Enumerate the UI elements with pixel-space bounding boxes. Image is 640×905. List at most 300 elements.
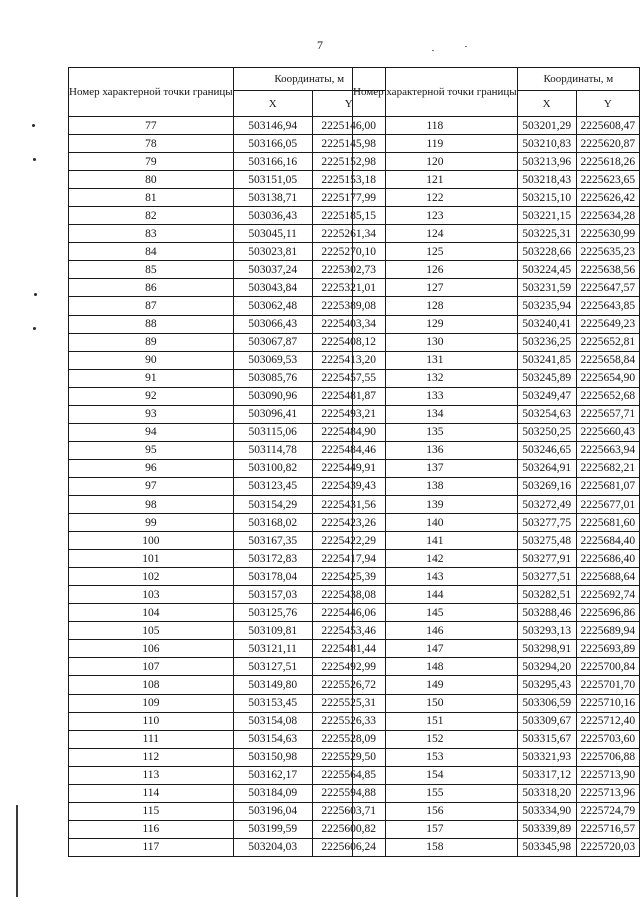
table-row (353, 550, 640, 568)
table-row (69, 820, 386, 838)
y-coordinate-cell: 2225638,56 (576, 261, 639, 279)
x-coordinate-cell: 503345,98 (517, 838, 576, 856)
point-number-cell: 119 (353, 135, 518, 153)
point-number-cell: 89 (69, 333, 234, 351)
x-coordinate-cell: 503154,08 (233, 712, 312, 730)
x-coordinate-cell: 503149,80 (233, 676, 312, 694)
point-number-cell: 121 (353, 171, 518, 189)
table-row (353, 297, 640, 315)
point-number-cell: 130 (353, 333, 518, 351)
table-row (69, 495, 386, 513)
table-row (69, 171, 386, 189)
table-row (353, 423, 640, 441)
coordinates-header: Координаты, м (233, 68, 385, 91)
y-coordinate-cell: 2225526,72 (312, 676, 385, 694)
x-coordinate-cell: 503125,76 (233, 604, 312, 622)
y-coordinate-cell: 2225413,20 (312, 351, 385, 369)
point-number-cell: 114 (69, 784, 234, 802)
point-number-cell: 154 (353, 766, 518, 784)
y-coordinate-cell: 2225658,84 (576, 351, 639, 369)
x-coordinate-cell: 503269,16 (517, 477, 576, 495)
table-row (353, 766, 640, 784)
y-coordinate-cell: 2225594,88 (312, 784, 385, 802)
table-row (69, 604, 386, 622)
table-row (353, 243, 640, 261)
table-row (69, 261, 386, 279)
y-coordinate-cell: 2225677,01 (576, 495, 639, 513)
x-coordinate-cell: 503272,49 (517, 495, 576, 513)
y-coordinate-cell: 2225446,06 (312, 604, 385, 622)
x-coordinate-cell: 503062,48 (233, 297, 312, 315)
y-header: Y (312, 91, 385, 117)
y-coordinate-cell: 2225630,99 (576, 225, 639, 243)
y-coordinate-cell: 2225692,74 (576, 586, 639, 604)
point-number-cell: 90 (69, 351, 234, 369)
table-row (353, 225, 640, 243)
y-coordinate-cell: 2225564,85 (312, 766, 385, 784)
x-coordinate-cell: 503172,83 (233, 550, 312, 568)
x-coordinate-cell: 503277,75 (517, 514, 576, 532)
x-coordinate-cell: 503199,59 (233, 820, 312, 838)
point-number-cell: 142 (353, 550, 518, 568)
table-row (69, 676, 386, 694)
x-coordinate-cell: 503249,47 (517, 387, 576, 405)
y-coordinate-cell: 2225649,23 (576, 315, 639, 333)
table-row (69, 622, 386, 640)
point-number-cell: 145 (353, 604, 518, 622)
x-header: X (517, 91, 576, 117)
table-row (69, 802, 386, 820)
point-number-cell: 102 (69, 568, 234, 586)
table-row (69, 658, 386, 676)
x-coordinate-cell: 503321,93 (517, 748, 576, 766)
y-coordinate-cell: 2225423,26 (312, 514, 385, 532)
y-coordinate-cell: 2225710,16 (576, 694, 639, 712)
y-coordinate-cell: 2225660,43 (576, 423, 639, 441)
table-row (353, 586, 640, 604)
x-coordinate-cell: 503282,51 (517, 586, 576, 604)
y-coordinate-cell: 2225438,08 (312, 586, 385, 604)
y-coordinate-cell: 2225620,87 (576, 135, 639, 153)
y-coordinate-cell: 2225623,65 (576, 171, 639, 189)
y-coordinate-cell: 2225712,40 (576, 712, 639, 730)
point-number-cell: 95 (69, 441, 234, 459)
point-number-cell: 78 (69, 135, 234, 153)
table-row (353, 387, 640, 405)
point-number-cell: 100 (69, 532, 234, 550)
table-row (69, 640, 386, 658)
table-row (353, 730, 640, 748)
y-coordinate-cell: 2225153,18 (312, 171, 385, 189)
table-row (353, 604, 640, 622)
y-coordinate-cell: 2225422,29 (312, 532, 385, 550)
table-row (69, 712, 386, 730)
y-coordinate-cell: 2225696,86 (576, 604, 639, 622)
x-coordinate-cell: 503153,45 (233, 694, 312, 712)
y-coordinate-cell: 2225657,71 (576, 405, 639, 423)
y-coordinate-cell: 2225706,88 (576, 748, 639, 766)
point-number-cell: 82 (69, 207, 234, 225)
table-row (353, 676, 640, 694)
point-number-cell: 88 (69, 315, 234, 333)
page-number: 7 (317, 38, 323, 52)
point-number-cell: 118 (353, 117, 518, 135)
x-coordinate-cell: 503318,20 (517, 784, 576, 802)
point-number-cell: 137 (353, 459, 518, 477)
table-row (69, 586, 386, 604)
table-row (353, 820, 640, 838)
point-number-cell: 91 (69, 369, 234, 387)
table-row (353, 261, 640, 279)
table-row (353, 514, 640, 532)
y-coordinate-cell: 2225492,99 (312, 658, 385, 676)
x-coordinate-cell: 503298,91 (517, 640, 576, 658)
x-coordinate-cell: 503085,76 (233, 369, 312, 387)
margin-mark (34, 293, 37, 296)
table-row (69, 387, 386, 405)
x-coordinate-cell: 503127,51 (233, 658, 312, 676)
y-coordinate-cell: 2225681,60 (576, 514, 639, 532)
point-number-cell: 103 (69, 586, 234, 604)
point-number-cell: 143 (353, 568, 518, 586)
point-number-cell: 139 (353, 495, 518, 513)
point-number-cell: 136 (353, 441, 518, 459)
table-row (69, 514, 386, 532)
y-coordinate-cell: 2225431,56 (312, 495, 385, 513)
x-coordinate-cell: 503115,06 (233, 423, 312, 441)
point-number-cell: 87 (69, 297, 234, 315)
table-row (353, 405, 640, 423)
y-coordinate-cell: 2225682,21 (576, 459, 639, 477)
margin-mark (33, 327, 36, 330)
x-coordinate-cell: 503275,48 (517, 532, 576, 550)
point-number-cell: 127 (353, 279, 518, 297)
x-coordinate-cell: 503150,98 (233, 748, 312, 766)
x-coordinate-cell: 503224,45 (517, 261, 576, 279)
table-row (69, 423, 386, 441)
scan-speck (465, 46, 467, 47)
x-coordinate-cell: 503210,83 (517, 135, 576, 153)
y-coordinate-cell: 2225603,71 (312, 802, 385, 820)
x-coordinate-cell: 503240,41 (517, 315, 576, 333)
margin-mark (32, 124, 35, 127)
point-number-cell: 148 (353, 658, 518, 676)
point-number-cell: 144 (353, 586, 518, 604)
point-number-cell: 124 (353, 225, 518, 243)
x-coordinate-cell: 503221,15 (517, 207, 576, 225)
y-coordinate-cell: 2225600,82 (312, 820, 385, 838)
coordinates-header: Координаты, м (517, 68, 639, 91)
table-row (69, 477, 386, 495)
y-coordinate-cell: 2225457,55 (312, 369, 385, 387)
table-row (69, 459, 386, 477)
y-coordinate-cell: 2225689,94 (576, 622, 639, 640)
table-row (69, 441, 386, 459)
table-row (69, 117, 386, 135)
y-coordinate-cell: 2225526,33 (312, 712, 385, 730)
point-number-cell: 122 (353, 189, 518, 207)
x-coordinate-cell: 503166,16 (233, 153, 312, 171)
y-coordinate-cell: 2225152,98 (312, 153, 385, 171)
table-row (353, 189, 640, 207)
x-coordinate-cell: 503146,94 (233, 117, 312, 135)
x-header: X (233, 91, 312, 117)
table-row (353, 748, 640, 766)
table-row (69, 748, 386, 766)
x-coordinate-cell: 503067,87 (233, 333, 312, 351)
table-row (353, 153, 640, 171)
x-coordinate-cell: 503184,09 (233, 784, 312, 802)
x-coordinate-cell: 503151,05 (233, 171, 312, 189)
y-coordinate-cell: 2225408,12 (312, 333, 385, 351)
x-coordinate-cell: 503306,59 (517, 694, 576, 712)
point-number-cell: 150 (353, 694, 518, 712)
table-row (353, 658, 640, 676)
x-coordinate-cell: 503228,66 (517, 243, 576, 261)
table-row (353, 712, 640, 730)
point-number-cell: 92 (69, 387, 234, 405)
x-coordinate-cell: 503043,84 (233, 279, 312, 297)
coordinates-table-right-body (353, 117, 640, 857)
x-coordinate-cell: 503241,85 (517, 351, 576, 369)
x-coordinate-cell: 503157,03 (233, 586, 312, 604)
point-number-cell: 138 (353, 477, 518, 495)
x-coordinate-cell: 503096,41 (233, 405, 312, 423)
point-number-cell: 116 (69, 820, 234, 838)
table-row (69, 784, 386, 802)
table-row (69, 225, 386, 243)
point-number-cell: 99 (69, 514, 234, 532)
point-number-cell: 80 (69, 171, 234, 189)
table-row (69, 405, 386, 423)
y-coordinate-cell: 2225417,94 (312, 550, 385, 568)
x-coordinate-cell: 503277,91 (517, 550, 576, 568)
table-row (353, 459, 640, 477)
y-coordinate-cell: 2225389,08 (312, 297, 385, 315)
table-row (353, 441, 640, 459)
y-coordinate-cell: 2225724,79 (576, 802, 639, 820)
point-number-cell: 86 (69, 279, 234, 297)
y-coordinate-cell: 2225185,15 (312, 207, 385, 225)
y-coordinate-cell: 2225439,43 (312, 477, 385, 495)
y-coordinate-cell: 2225647,57 (576, 279, 639, 297)
x-coordinate-cell: 503317,12 (517, 766, 576, 784)
x-coordinate-cell: 503315,67 (517, 730, 576, 748)
table-row (69, 550, 386, 568)
point-number-cell: 112 (69, 748, 234, 766)
point-number-cell: 98 (69, 495, 234, 513)
table-row (353, 333, 640, 351)
y-coordinate-cell: 2225484,90 (312, 423, 385, 441)
table-row (69, 297, 386, 315)
table-row (69, 568, 386, 586)
point-number-cell: 105 (69, 622, 234, 640)
point-number-cell: 83 (69, 225, 234, 243)
point-number-cell: 85 (69, 261, 234, 279)
table-row (353, 568, 640, 586)
x-coordinate-cell: 503154,63 (233, 730, 312, 748)
x-coordinate-cell: 503293,13 (517, 622, 576, 640)
table-row (69, 189, 386, 207)
point-number-cell: 157 (353, 820, 518, 838)
x-coordinate-cell: 503339,89 (517, 820, 576, 838)
y-header: Y (576, 91, 639, 117)
y-coordinate-cell: 2225688,64 (576, 568, 639, 586)
table-row (69, 351, 386, 369)
table-row (69, 369, 386, 387)
y-coordinate-cell: 2225635,23 (576, 243, 639, 261)
y-coordinate-cell: 2225703,60 (576, 730, 639, 748)
table-row (69, 333, 386, 351)
table-row (69, 730, 386, 748)
table-row (353, 207, 640, 225)
point-number-cell: 151 (353, 712, 518, 730)
y-coordinate-cell: 2225684,40 (576, 532, 639, 550)
binding-edge-line (16, 805, 18, 897)
y-coordinate-cell: 2225713,90 (576, 766, 639, 784)
y-coordinate-cell: 2225713,96 (576, 784, 639, 802)
x-coordinate-cell: 503215,10 (517, 189, 576, 207)
x-coordinate-cell: 503090,96 (233, 387, 312, 405)
point-number-cell: 153 (353, 748, 518, 766)
point-number-cell: 94 (69, 423, 234, 441)
coordinates-table-left-body (69, 117, 386, 857)
coordinates-table-left (68, 67, 386, 857)
y-coordinate-cell: 2225528,09 (312, 730, 385, 748)
x-coordinate-cell: 503264,91 (517, 459, 576, 477)
point-number-cell: 147 (353, 640, 518, 658)
table-row (69, 532, 386, 550)
x-coordinate-cell: 503288,46 (517, 604, 576, 622)
y-coordinate-cell: 2225481,87 (312, 387, 385, 405)
table-row (353, 694, 640, 712)
y-coordinate-cell: 2225643,85 (576, 297, 639, 315)
table-row (353, 495, 640, 513)
y-coordinate-cell: 2225261,34 (312, 225, 385, 243)
point-number-cell: 152 (353, 730, 518, 748)
point-number-cell: 81 (69, 189, 234, 207)
point-number-cell: 113 (69, 766, 234, 784)
point-number-cell: 133 (353, 387, 518, 405)
point-number-cell: 101 (69, 550, 234, 568)
x-coordinate-cell: 503069,53 (233, 351, 312, 369)
x-coordinate-cell: 503250,25 (517, 423, 576, 441)
table-row (69, 766, 386, 784)
x-coordinate-cell: 503168,02 (233, 514, 312, 532)
y-coordinate-cell: 2225146,00 (312, 117, 385, 135)
table-row (353, 640, 640, 658)
point-number-cell: 115 (69, 802, 234, 820)
point-number-cell: 158 (353, 838, 518, 856)
point-number-cell: 77 (69, 117, 234, 135)
x-coordinate-cell: 503218,43 (517, 171, 576, 189)
x-coordinate-cell: 503066,43 (233, 315, 312, 333)
point-number-header: Номер характерной точки границы (69, 68, 234, 117)
x-coordinate-cell: 503138,71 (233, 189, 312, 207)
point-number-cell: 120 (353, 153, 518, 171)
table-row (353, 622, 640, 640)
y-coordinate-cell: 2225481,44 (312, 640, 385, 658)
y-coordinate-cell: 2225525,31 (312, 694, 385, 712)
y-coordinate-cell: 2225686,40 (576, 550, 639, 568)
y-coordinate-cell: 2225606,24 (312, 838, 385, 856)
x-coordinate-cell: 503201,29 (517, 117, 576, 135)
point-number-cell: 79 (69, 153, 234, 171)
table-row (353, 171, 640, 189)
x-coordinate-cell: 503225,31 (517, 225, 576, 243)
table-row (353, 802, 640, 820)
y-coordinate-cell: 2225720,03 (576, 838, 639, 856)
table-row (353, 135, 640, 153)
x-coordinate-cell: 503114,78 (233, 441, 312, 459)
x-coordinate-cell: 503245,89 (517, 369, 576, 387)
x-coordinate-cell: 503334,90 (517, 802, 576, 820)
x-coordinate-cell: 503154,29 (233, 495, 312, 513)
table-row (353, 351, 640, 369)
x-coordinate-cell: 503037,24 (233, 261, 312, 279)
x-coordinate-cell: 503294,20 (517, 658, 576, 676)
x-coordinate-cell: 503235,94 (517, 297, 576, 315)
y-coordinate-cell: 2225484,46 (312, 441, 385, 459)
x-coordinate-cell: 503109,81 (233, 622, 312, 640)
x-coordinate-cell: 503246,65 (517, 441, 576, 459)
table-row (69, 694, 386, 712)
point-number-cell: 107 (69, 658, 234, 676)
y-coordinate-cell: 2225652,68 (576, 387, 639, 405)
x-coordinate-cell: 503178,04 (233, 568, 312, 586)
point-number-cell: 117 (69, 838, 234, 856)
point-number-cell: 146 (353, 622, 518, 640)
point-number-cell: 96 (69, 459, 234, 477)
table-row (353, 477, 640, 495)
table-row (353, 315, 640, 333)
table-row (353, 369, 640, 387)
coordinates-table-right (352, 67, 640, 857)
point-number-cell: 97 (69, 477, 234, 495)
y-coordinate-cell: 2225608,47 (576, 117, 639, 135)
point-number-cell: 123 (353, 207, 518, 225)
y-coordinate-cell: 2225453,46 (312, 622, 385, 640)
y-coordinate-cell: 2225681,07 (576, 477, 639, 495)
y-coordinate-cell: 2225145,98 (312, 135, 385, 153)
x-coordinate-cell: 503231,59 (517, 279, 576, 297)
y-coordinate-cell: 2225626,42 (576, 189, 639, 207)
table-row (353, 279, 640, 297)
x-coordinate-cell: 503196,04 (233, 802, 312, 820)
x-coordinate-cell: 503023,81 (233, 243, 312, 261)
point-number-cell: 84 (69, 243, 234, 261)
y-coordinate-cell: 2225716,57 (576, 820, 639, 838)
y-coordinate-cell: 2225634,28 (576, 207, 639, 225)
y-coordinate-cell: 2225529,50 (312, 748, 385, 766)
point-number-cell: 141 (353, 532, 518, 550)
x-coordinate-cell: 503167,35 (233, 532, 312, 550)
point-number-cell: 93 (69, 405, 234, 423)
table-row (353, 838, 640, 856)
x-coordinate-cell: 503236,25 (517, 333, 576, 351)
x-coordinate-cell: 503213,96 (517, 153, 576, 171)
point-number-cell: 134 (353, 405, 518, 423)
table-row (69, 135, 386, 153)
point-number-cell: 155 (353, 784, 518, 802)
y-coordinate-cell: 2225663,94 (576, 441, 639, 459)
y-coordinate-cell: 2225654,90 (576, 369, 639, 387)
x-coordinate-cell: 503204,03 (233, 838, 312, 856)
point-number-cell: 106 (69, 640, 234, 658)
point-number-cell: 109 (69, 694, 234, 712)
margin-mark (33, 158, 36, 161)
y-coordinate-cell: 2225321,01 (312, 279, 385, 297)
